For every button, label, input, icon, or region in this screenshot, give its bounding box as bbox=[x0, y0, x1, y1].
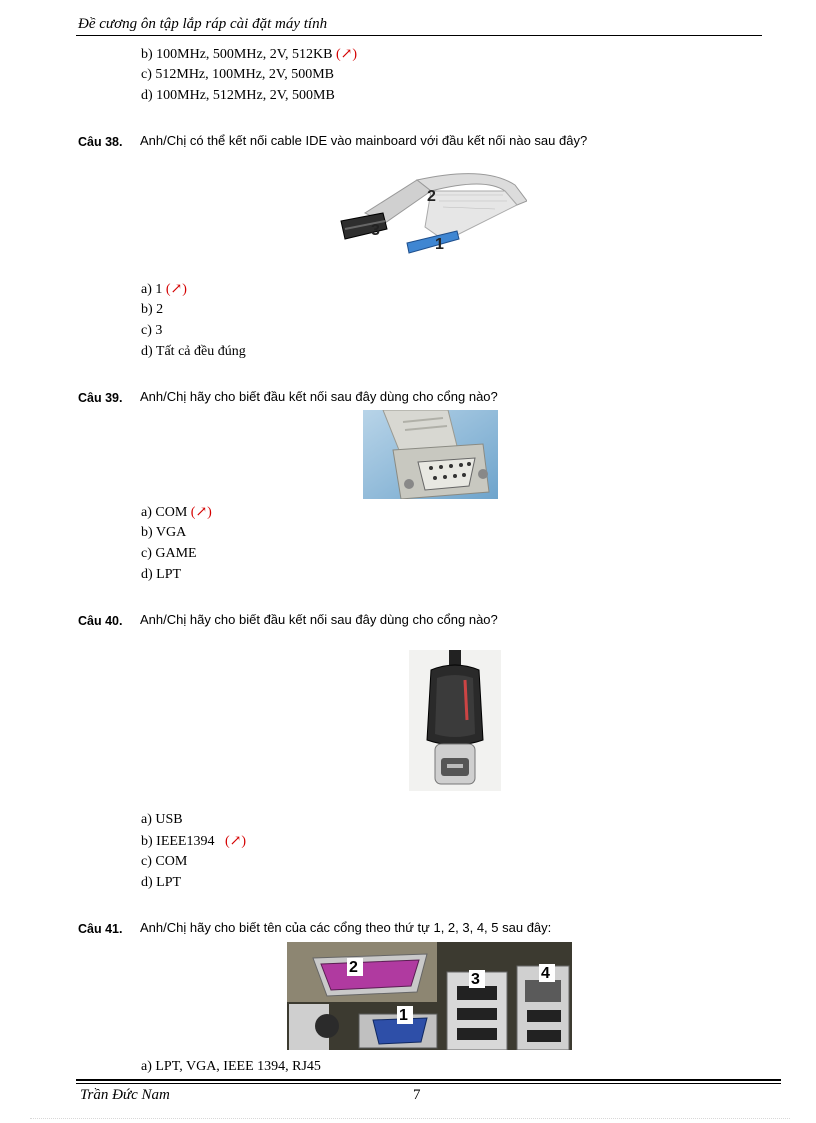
option-line bbox=[141, 1059, 321, 1075]
option-line bbox=[141, 567, 181, 583]
page-number: 7 bbox=[413, 1087, 421, 1103]
io-panel-image bbox=[287, 942, 572, 1050]
question-label: Câu 38. bbox=[78, 135, 123, 149]
option-line bbox=[141, 812, 183, 828]
answer-mark: (↗) bbox=[335, 47, 358, 62]
figure-label: 3 bbox=[371, 222, 380, 239]
option-line bbox=[141, 323, 162, 339]
db9-connector-image bbox=[363, 410, 498, 499]
option-line bbox=[141, 281, 187, 298]
figure-label: 2 bbox=[349, 959, 358, 976]
option-text: c) COM bbox=[141, 854, 188, 869]
option-text: d) LPT bbox=[141, 875, 182, 890]
ide-cable-image bbox=[335, 165, 527, 268]
option-text: c) 3 bbox=[141, 323, 163, 338]
question-text: Anh/Chị hãy cho biết đầu kết nối sau đây dùng cho cổng nào? bbox=[140, 612, 498, 627]
option-text: a) LPT, VGA, IEEE 1394, RJ45 bbox=[141, 1059, 321, 1074]
running-header: Đề cương ôn tập lắp ráp cài đặt máy tính bbox=[78, 16, 328, 32]
option-line bbox=[141, 546, 197, 562]
option-text: d) 100MHz, 512MHz, 2V, 500MB bbox=[141, 88, 335, 103]
figure-label: 3 bbox=[471, 971, 480, 988]
option-text: b) 2 bbox=[141, 302, 164, 317]
option-text: b) VGA bbox=[141, 525, 187, 540]
question-label: Câu 40. bbox=[78, 614, 123, 628]
option-line bbox=[141, 46, 357, 63]
option-text: c) GAME bbox=[141, 546, 197, 561]
answer-mark: (↗) bbox=[224, 834, 247, 849]
question-label: Câu 39. bbox=[78, 391, 123, 405]
option-text: d) LPT bbox=[141, 567, 182, 582]
option-text: a) 1 bbox=[141, 282, 163, 297]
footer-author: Trần Đức Nam bbox=[80, 1087, 170, 1103]
figure-label: 2 bbox=[427, 188, 436, 205]
question-label: Câu 41. bbox=[78, 922, 123, 936]
option-text: b) 100MHz, 500MHz, 2V, 512KB bbox=[141, 47, 333, 62]
question-text: Anh/Chị hãy cho biết tên của các cổng theo thứ tự 1, 2, 3, 4, 5 sau đây: bbox=[140, 920, 552, 935]
question-text: Anh/Chị hãy cho biết đầu kết nối sau đây dùng cho cổng nào? bbox=[140, 389, 498, 404]
firewire-connector-image bbox=[409, 650, 501, 791]
option-text: c) 512MHz, 100MHz, 2V, 500MB bbox=[141, 67, 335, 82]
option-line bbox=[141, 67, 334, 83]
option-text: d) Tất cả đều đúng bbox=[141, 344, 246, 359]
figure-label: 1 bbox=[399, 1007, 408, 1024]
answer-mark: (↗) bbox=[190, 505, 212, 520]
option-line bbox=[141, 525, 186, 541]
option-line bbox=[141, 504, 212, 521]
option-line bbox=[141, 344, 246, 360]
figure-label: 4 bbox=[541, 965, 550, 982]
option-line bbox=[141, 88, 335, 104]
option-line bbox=[141, 302, 163, 318]
question-text: Anh/Chị có thể kết nối cable IDE vào mainboard với đầu kết nối nào sau đây? bbox=[140, 133, 588, 148]
option-text: b) IEEE1394 bbox=[141, 834, 222, 849]
answer-mark: (↗) bbox=[165, 282, 187, 297]
option-line bbox=[141, 854, 187, 870]
option-text: a) USB bbox=[141, 812, 183, 827]
footer-divider bbox=[76, 1083, 781, 1084]
header-divider bbox=[76, 35, 762, 36]
option-text: a) COM bbox=[141, 505, 188, 520]
footer-divider bbox=[76, 1079, 781, 1081]
figure-label: 1 bbox=[435, 236, 444, 253]
option-line bbox=[141, 833, 246, 850]
page-edge-dots bbox=[30, 1118, 790, 1120]
option-line bbox=[141, 875, 181, 891]
